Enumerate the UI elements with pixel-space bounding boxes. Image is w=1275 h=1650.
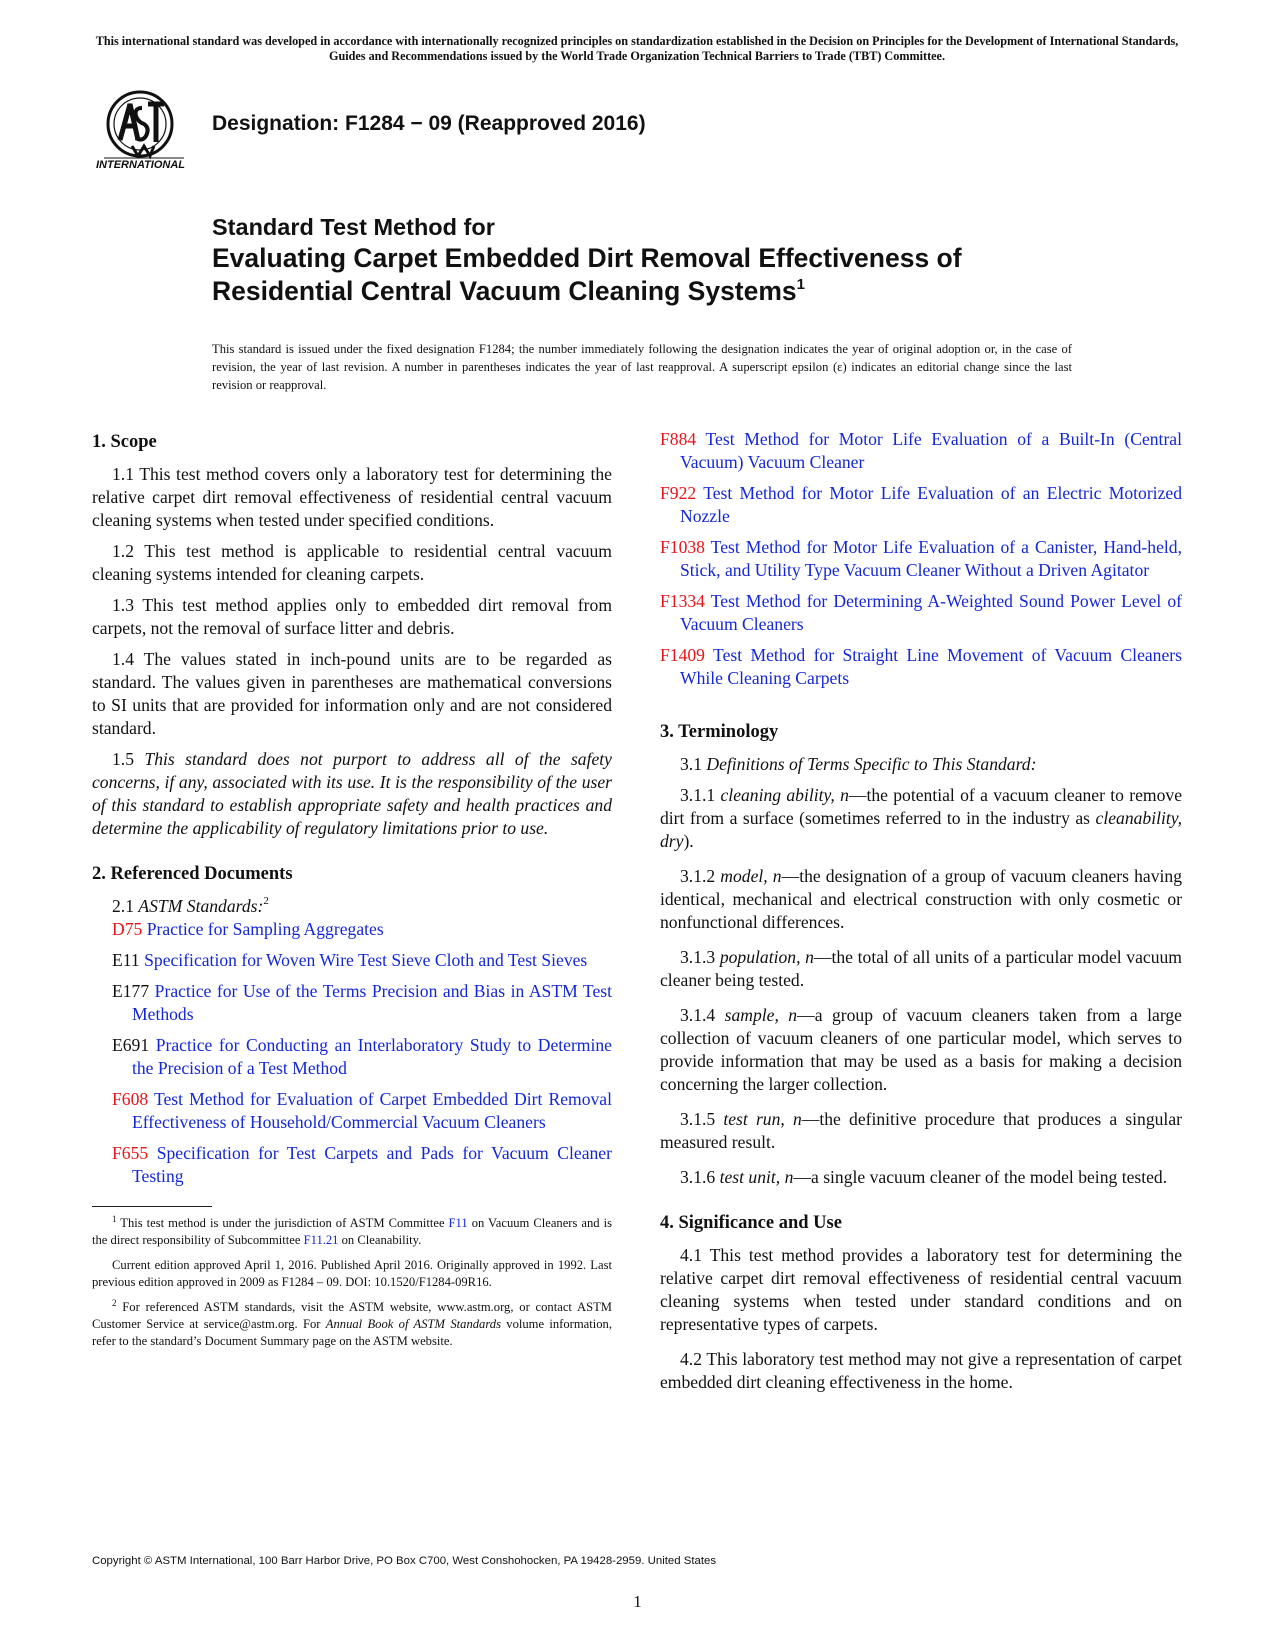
ref-item-d75[interactable] bbox=[92, 918, 612, 941]
term-3-1-3 bbox=[660, 946, 1182, 992]
ref-code[interactable]: F608 bbox=[112, 1089, 149, 1109]
ref-item-f1334[interactable] bbox=[660, 590, 1182, 636]
footnote-1-text-b: on Vacuum Cleaners and is the direct responsibility of Subcommittee bbox=[92, 1216, 612, 1247]
term-definition: —the definitive procedure that produces a singular measured result. bbox=[660, 1109, 1182, 1152]
term-3-1-4 bbox=[660, 1004, 1182, 1096]
term-3-1-text: Definitions of Terms Specific to This Standard: bbox=[706, 754, 1037, 774]
ref-2-1 bbox=[92, 895, 612, 918]
footnote-2-italic: Annual Book of ASTM Standards bbox=[325, 1317, 501, 1331]
ref-2-1-text: ASTM Standards: bbox=[138, 896, 264, 916]
term-name: cleaning ability, n bbox=[720, 785, 849, 805]
ref-2-1-footnote-mark[interactable]: 2 bbox=[263, 895, 269, 907]
ref-title-link[interactable]: Practice for Sampling Aggregates bbox=[146, 919, 384, 939]
ref-item-f922[interactable] bbox=[660, 482, 1182, 528]
ref-title-link[interactable]: Test Method for Determining A-Weighted Sound Power Level of Vacuum Cleaners bbox=[680, 591, 1182, 634]
ref-code: E177 bbox=[112, 981, 150, 1001]
title-line-3-text: Residential Central Vacuum Cleaning Systems bbox=[212, 276, 797, 306]
astm-logo bbox=[92, 86, 202, 182]
ref-title-link[interactable]: Specification for Woven Wire Test Sieve Cloth and Test Sieves bbox=[144, 950, 588, 970]
scope-1-5-text: This standard does not purport to address all of the safety concerns, if any, associated with its use. It is the responsibility of the user of this standard to establish appropriate safety and health practices and determine the applicability of regulatory limitations prior to use. bbox=[92, 749, 612, 838]
ref-code[interactable]: F1038 bbox=[660, 537, 705, 557]
significance-4-2: 4.2 This laboratory test method may not give a representation of carpet embedded dirt cleaning effectiveness in the home. bbox=[660, 1349, 1182, 1392]
footnote-2 bbox=[92, 1299, 612, 1350]
ref-title-link[interactable]: Test Method for Straight Line Movement of Vacuum Cleaners While Cleaning Carpets bbox=[680, 645, 1182, 688]
section-3-heading: 3. Terminology bbox=[660, 722, 779, 742]
left-column bbox=[92, 430, 612, 1358]
term-num: 3.1.1 bbox=[680, 785, 721, 805]
term-3-1-1 bbox=[660, 784, 1182, 853]
title-footnote-mark[interactable]: 1 bbox=[796, 276, 806, 293]
page-number: 1 bbox=[633, 1592, 642, 1611]
term-num: 3.1.6 bbox=[680, 1167, 720, 1187]
term-3-1-2 bbox=[660, 865, 1182, 934]
ref-2-1-num: 2.1 bbox=[112, 896, 139, 916]
term-3-1-num: 3.1 bbox=[680, 754, 707, 774]
ref-code: E11 bbox=[112, 950, 140, 970]
ref-code: E691 bbox=[112, 1035, 150, 1055]
ref-item-e11[interactable] bbox=[92, 949, 612, 972]
ref-title-link[interactable]: Practice for Conducting an Interlaboratory Study to Determine the Precision of a Test Method bbox=[132, 1035, 612, 1078]
ref-code[interactable]: F655 bbox=[112, 1143, 149, 1163]
issue-note: This standard is issued under the fixed designation F1284; the number immediately following the designation indicates the year of original adoption or, in the case of revision, the year of last revision. A number in parentheses indicates the year of last reapproval. A superscript epsilon (ε) indicates an editorial change since the last revision or reapproval. bbox=[212, 342, 1072, 392]
ref-title-link[interactable]: Test Method for Evaluation of Carpet Embedded Dirt Removal Effectiveness of Household/Commercial Vacuum Cleaners bbox=[132, 1089, 612, 1132]
term-num: 3.1.3 bbox=[680, 947, 720, 967]
term-3-1-5 bbox=[660, 1108, 1182, 1154]
ref-item-e177[interactable] bbox=[92, 980, 612, 1026]
footnote-2-mark: 2 bbox=[112, 1298, 117, 1308]
ref-code[interactable]: F1409 bbox=[660, 645, 705, 665]
copyright-line: Copyright © ASTM International, 100 Barr Harbor Drive, PO Box C700, West Conshohocken, PA 19428-2959. United States bbox=[92, 1555, 717, 1567]
title-block bbox=[212, 212, 1112, 308]
right-column bbox=[660, 428, 1182, 1402]
term-num: 3.1.5 bbox=[680, 1109, 724, 1129]
left-reference-list bbox=[92, 918, 612, 1188]
scope-1-1: 1.1 This test method covers only a laboratory test for determining the relative carpet dirt removal effectiveness of residential central vacuum cleaning systems when tested under specified conditions. bbox=[92, 464, 612, 530]
section-2-heading: 2. Referenced Documents bbox=[92, 864, 293, 884]
ref-item-e691[interactable] bbox=[92, 1034, 612, 1080]
term-definition-end: ). bbox=[683, 831, 694, 851]
term-definition: —the total of all units of a particular model vacuum cleaner being tested. bbox=[660, 947, 1182, 990]
subcommittee-f11-21-link[interactable]: F11.21 bbox=[303, 1233, 339, 1247]
title-line-1: Standard Test Method for bbox=[212, 214, 495, 240]
title-line-3 bbox=[212, 275, 1112, 308]
term-3-1-6 bbox=[660, 1166, 1182, 1189]
term-num: 3.1.4 bbox=[680, 1005, 725, 1025]
scope-1-3: 1.3 This test method applies only to embedded dirt removal from carpets, not the removal of surface litter and debris. bbox=[92, 595, 612, 638]
term-num: 3.1.2 bbox=[680, 866, 721, 886]
right-reference-list bbox=[660, 428, 1182, 690]
ref-code[interactable]: D75 bbox=[112, 919, 143, 939]
footnote-1 bbox=[92, 1215, 612, 1249]
term-alt-name: cleanability, dry bbox=[660, 808, 1182, 851]
title-line-2: Evaluating Carpet Embedded Dirt Removal Effectiveness of bbox=[212, 243, 962, 273]
logo-text: INTERNATIONAL bbox=[96, 159, 186, 171]
section-1-heading: 1. Scope bbox=[92, 432, 157, 452]
footnote-1-text-c: on Cleanability. bbox=[338, 1233, 422, 1247]
ref-title-link[interactable]: Specification for Test Carpets and Pads for Vacuum Cleaner Testing bbox=[132, 1143, 612, 1186]
term-3-1 bbox=[660, 753, 1182, 776]
ref-item-f655[interactable] bbox=[92, 1142, 612, 1188]
term-name: test run, n bbox=[723, 1109, 802, 1129]
footnote-1-edition: Current edition approved April 1, 2016. Published April 2016. Originally approved in 1992. Last previous edition approved in 2009 as F1284 – 09. DOI: 10.1520/F1284-09R16. bbox=[92, 1258, 612, 1289]
footnote-2-text-a: For referenced ASTM standards, visit the ASTM website, www.astm.org, or contact ASTM Customer Service at service@astm.org. For bbox=[92, 1300, 612, 1331]
ref-code[interactable]: F1334 bbox=[660, 591, 705, 611]
term-name: population, n bbox=[719, 947, 814, 967]
ref-item-f1038[interactable] bbox=[660, 536, 1182, 582]
ref-title-link[interactable]: Practice for Use of the Terms Precision and Bias in ASTM Test Methods bbox=[132, 981, 612, 1024]
ref-item-f884[interactable] bbox=[660, 428, 1182, 474]
ref-item-f608[interactable] bbox=[92, 1088, 612, 1134]
term-name: test unit, n bbox=[719, 1167, 794, 1187]
designation: Designation: F1284 − 09 (Reapproved 2016) bbox=[212, 112, 646, 135]
term-definition: —the potential of a vacuum cleaner to remove dirt from a surface (sometimes referred to in the industry as bbox=[660, 785, 1183, 828]
ref-title-link[interactable]: Test Method for Motor Life Evaluation of a Built-In (Central Vacuum) Vacuum Cleaner bbox=[680, 429, 1182, 472]
ref-title-link[interactable]: Test Method for Motor Life Evaluation of an Electric Motorized Nozzle bbox=[680, 483, 1182, 526]
ref-title-link[interactable]: Test Method for Motor Life Evaluation of a Canister, Hand-held, Stick, and Utility Type Vacuum Cleaner Without a Driven Agitator bbox=[680, 537, 1182, 580]
footnote-divider bbox=[92, 1206, 212, 1207]
section-4-heading: 4. Significance and Use bbox=[660, 1213, 842, 1233]
ref-item-f1409[interactable] bbox=[660, 644, 1182, 690]
ref-code[interactable]: F922 bbox=[660, 483, 697, 503]
term-definition: —a single vacuum cleaner of the model being tested. bbox=[793, 1167, 1168, 1187]
ref-code[interactable]: F884 bbox=[660, 429, 697, 449]
term-definition: —the designation of a group of vacuum cleaners having identical, mechanical and electrical construction with only cosmetic or nonfunctional differences. bbox=[660, 866, 1182, 932]
scope-1-5-num: 1.5 bbox=[112, 749, 145, 769]
footnote-1-text-a: This test method is under the jurisdiction of ASTM Committee bbox=[116, 1216, 449, 1230]
scope-1-5 bbox=[92, 748, 612, 840]
term-definition: —a group of vacuum cleaners taken from a large collection of vacuum cleaners of one particular model, which serves to provide information that may be used as a basis for making a decision concerning the larger collection. bbox=[660, 1005, 1182, 1094]
intro-statement: This international standard was developed in accordance with internationally recognized principles on standardization established in the Decision on Principles for the Development of International Standards, Guides and Recommendations issued by the World Trade Organization Technical Barriers to Trade (TBT) Committee. bbox=[95, 34, 1179, 63]
term-name: model, n bbox=[720, 866, 782, 886]
scope-1-2: 1.2 This test method is applicable to residential central vacuum cleaning systems intended for cleaning carpets. bbox=[92, 541, 612, 584]
footnote-1-mark: 1 bbox=[112, 1214, 117, 1224]
footnote-2-text-b: volume information, refer to the standard’s Document Summary page on the ASTM website. bbox=[92, 1317, 612, 1348]
committee-f11-link[interactable]: F11 bbox=[448, 1216, 468, 1230]
significance-4-1: 4.1 This test method provides a laboratory test for determining the relative carpet dirt removal effectiveness of residential central vacuum cleaning systems when tested under standard conditions and on representative types of carpets. bbox=[660, 1245, 1182, 1334]
scope-1-4: 1.4 The values stated in inch-pound units are to be regarded as standard. The values given in parentheses are mathematical conversions to SI units that are provided for information only and are not considered standard. bbox=[92, 649, 612, 738]
term-name: sample, n bbox=[724, 1005, 798, 1025]
